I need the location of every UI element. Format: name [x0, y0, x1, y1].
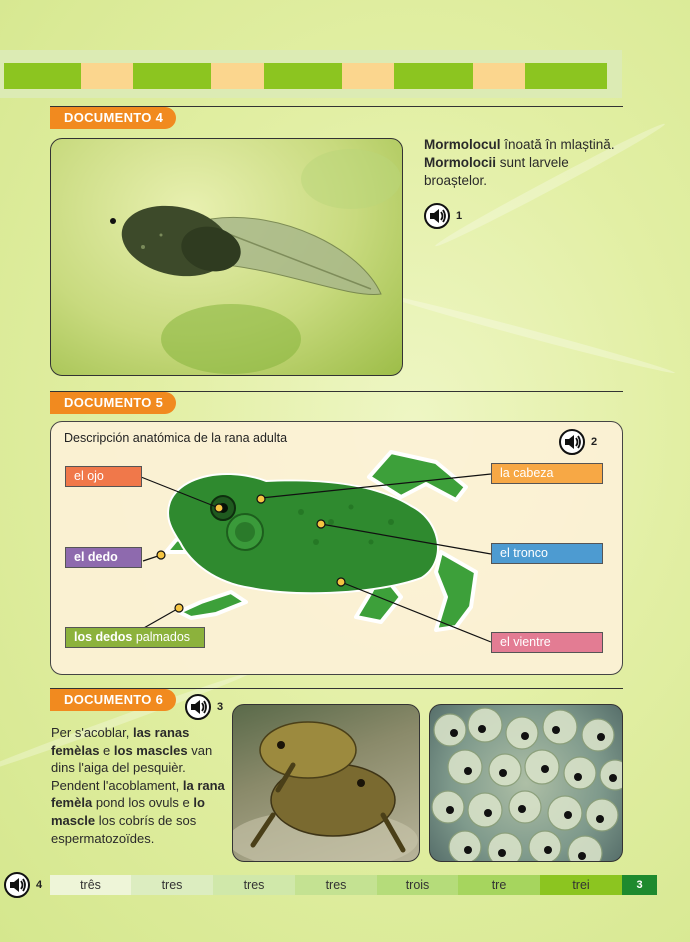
audio-button-1[interactable] [424, 203, 462, 229]
label-webbed-toes-rest: palmados [132, 630, 191, 644]
label-head: la cabeza [491, 463, 603, 484]
header-stripe-segment [211, 63, 264, 89]
text-emphasis: los mascles [113, 742, 188, 758]
text-emphasis: Mormolocul [424, 137, 501, 152]
audio-button-3[interactable] [185, 694, 223, 720]
translation-cell: trei [540, 875, 622, 895]
label-trunk: el tronco [491, 543, 603, 564]
speaker-icon [4, 872, 32, 898]
header-stripe-segment [394, 63, 473, 89]
header-stripe-segment [525, 63, 607, 89]
header-stripe-segment [264, 63, 342, 89]
text-emphasis: Mormolocii [424, 155, 497, 170]
mating-frogs-photo [232, 704, 420, 862]
translation-cell: três [50, 875, 131, 895]
header-stripe-segment [81, 63, 133, 89]
translation-cell: tres [295, 875, 377, 895]
text-span: e [99, 742, 114, 758]
header-stripe-segment [133, 63, 211, 89]
document-5-label: DOCUMENTO 5 [50, 392, 176, 414]
audio-track-number: 2 [591, 436, 598, 448]
document-6-text [51, 724, 227, 847]
header-stripe-segment [473, 63, 525, 89]
text-span: los cobrís de sos espermatozoïdes. [51, 812, 197, 846]
label-eye: el ojo [65, 466, 142, 487]
frog-eggs-photo [429, 704, 623, 862]
page-number: 3 [622, 875, 657, 895]
document-4-label: DOCUMENTO 4 [50, 107, 176, 129]
translation-cell: tres [131, 875, 213, 895]
text-span: înoată în mlaștină. [500, 137, 615, 152]
audio-button-4[interactable] [4, 872, 42, 898]
anatomy-title: Descripción anatómica de la rana adulta [64, 431, 288, 445]
speaker-icon [424, 203, 452, 229]
document-4-text [424, 136, 624, 190]
label-finger: el dedo [65, 547, 142, 568]
header-stripe-segment [4, 63, 81, 89]
text-span: Per s'acoblar, [51, 725, 133, 740]
text-emphasis: las ranas femèlas [51, 725, 190, 758]
header-stripe-segment [342, 63, 394, 89]
audio-track-number: 3 [217, 701, 224, 713]
text-emphasis: lo mascle [51, 795, 205, 828]
translation-cell: trois [377, 875, 458, 895]
audio-track-number: 4 [36, 879, 43, 891]
speaker-icon [185, 694, 213, 720]
mating-frogs-image [233, 705, 420, 862]
text-emphasis: la rana femèla [51, 777, 225, 811]
label-belly: el vientre [491, 632, 603, 653]
translation-cell: tre [458, 875, 540, 895]
frog-anatomy-panel [50, 421, 623, 675]
frog-eggs-image [430, 705, 623, 862]
leaf-vein [384, 291, 676, 376]
translation-cell: tres [213, 875, 295, 895]
label-webbed-toes [65, 627, 205, 648]
audio-track-number: 1 [456, 210, 463, 222]
document-6-label: DOCUMENTO 6 [50, 689, 176, 711]
tadpole-image [51, 139, 403, 376]
tadpole-photo [50, 138, 403, 376]
text-span: sunt larvele broaștelor. [424, 155, 569, 188]
text-span: van dins l'aiga del pesquièr. Pendent l'acoblament, [51, 742, 213, 793]
text-span: pond los ovuls e [92, 795, 194, 811]
label-webbed-toes-bold: los dedos [74, 630, 133, 644]
